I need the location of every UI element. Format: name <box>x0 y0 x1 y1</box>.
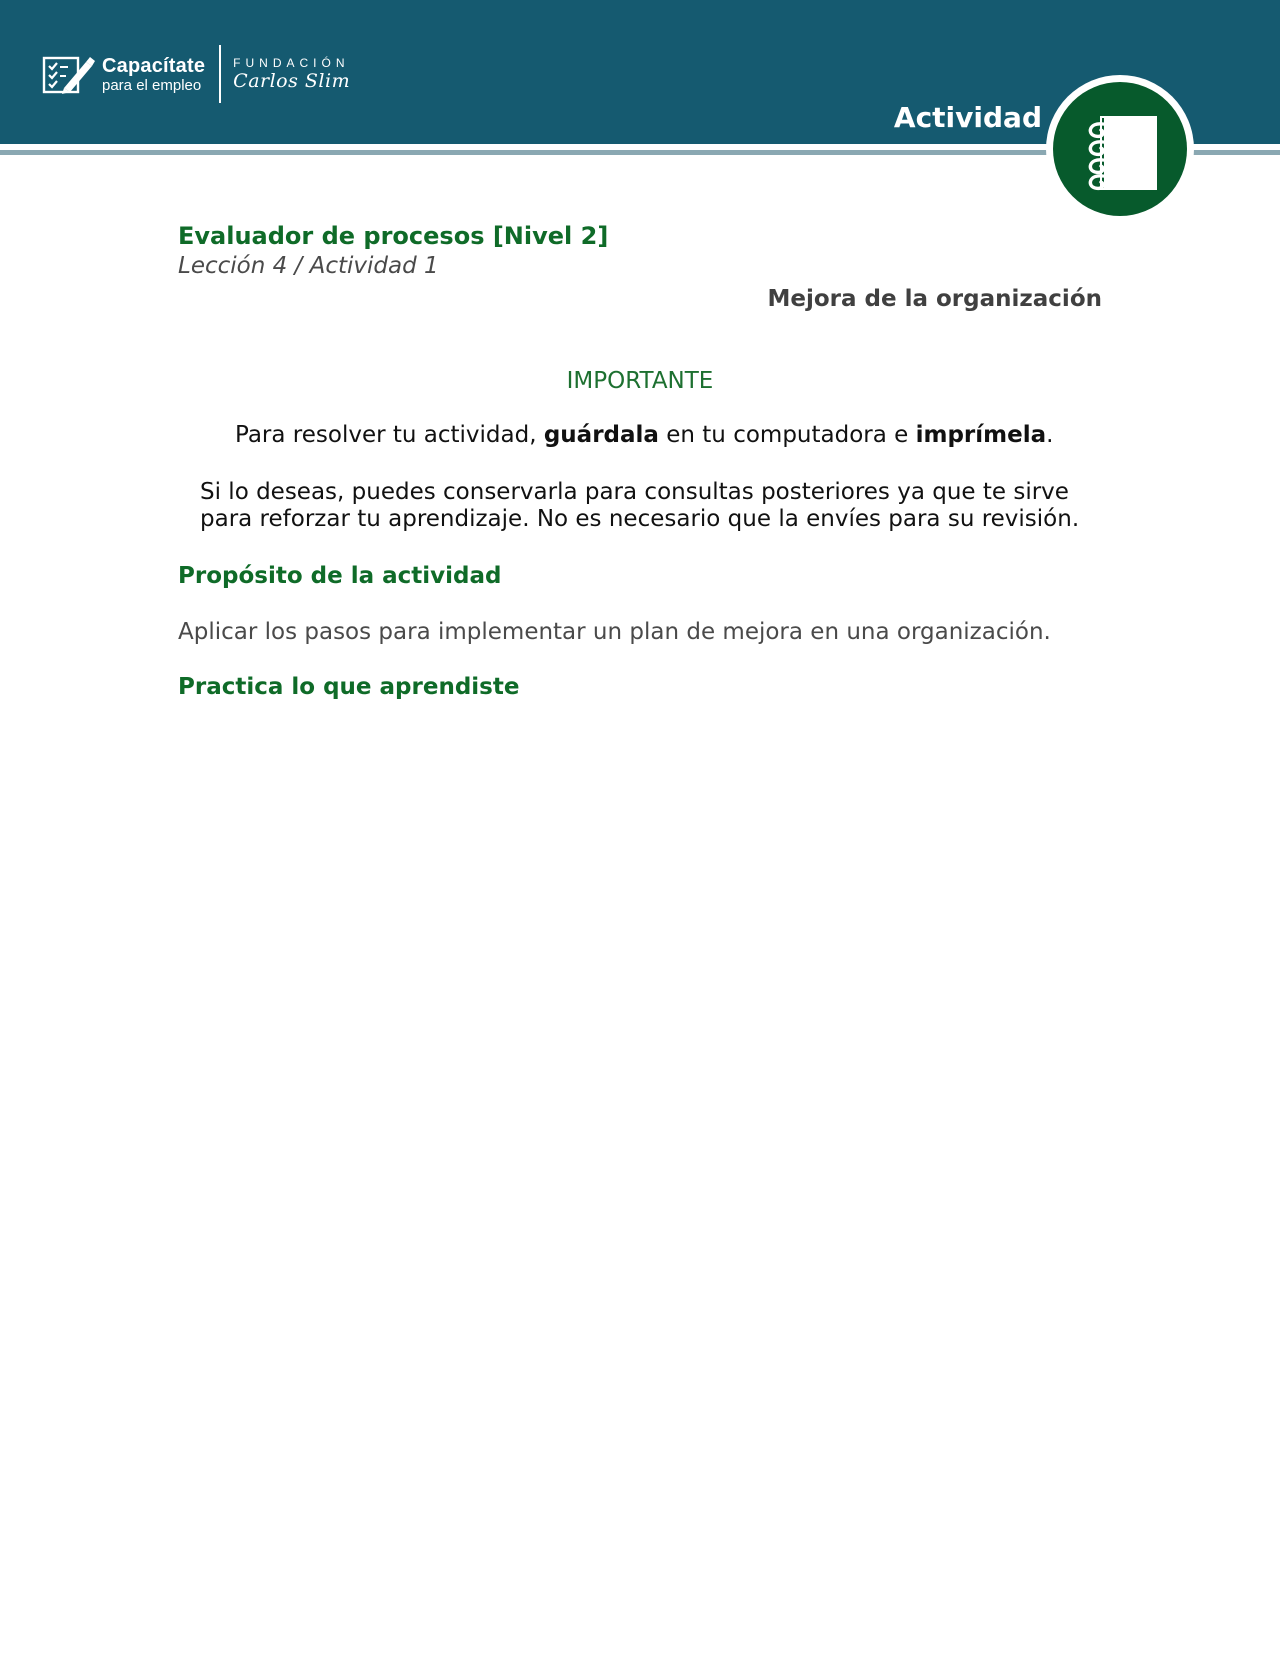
checklist-pen-icon <box>42 52 96 96</box>
purpose-text: Aplicar los pasos para implementar un plan de mejora en una organización. <box>178 618 1051 645</box>
topic-title: Mejora de la organización <box>767 286 1102 313</box>
notebook-icon <box>1081 112 1163 194</box>
section-title: Actividad <box>893 101 1042 134</box>
logo-divider <box>219 45 221 103</box>
lesson-line: Lección 4 / Actividad 1 <box>178 252 439 279</box>
foundation-name: Carlos Slim <box>233 70 351 92</box>
capacitate-logo <box>42 44 350 104</box>
brand-tagline: para el empleo <box>102 76 202 94</box>
instruction-line <box>178 422 1102 450</box>
instruction-text: Para resolver tu actividad, <box>235 421 544 448</box>
important-label: IMPORTANTE <box>566 367 714 394</box>
foundation-label: FUNDACIÓN <box>233 56 350 70</box>
course-title: Evaluador de procesos [Nivel 2] <box>178 222 609 250</box>
document-body <box>178 222 1102 702</box>
note-paragraph: Si lo deseas, puedes conservarla para consultas posteriores ya que te sirve para reforzar tu aprendizaje. No es necesario que la envíes para su revisión. <box>200 479 1080 533</box>
purpose-heading: Propósito de la actividad <box>178 563 502 590</box>
brand-name: Capacítate <box>102 54 206 77</box>
practice-heading: Practica lo que aprendiste <box>178 674 520 701</box>
activity-badge <box>1046 75 1194 223</box>
instruction-save-emphasis: guárdala <box>543 421 659 448</box>
instruction-text: en tu computadora e <box>658 421 916 448</box>
instruction-print-emphasis: imprímela <box>915 421 1047 448</box>
instruction-text: . <box>1046 421 1054 448</box>
